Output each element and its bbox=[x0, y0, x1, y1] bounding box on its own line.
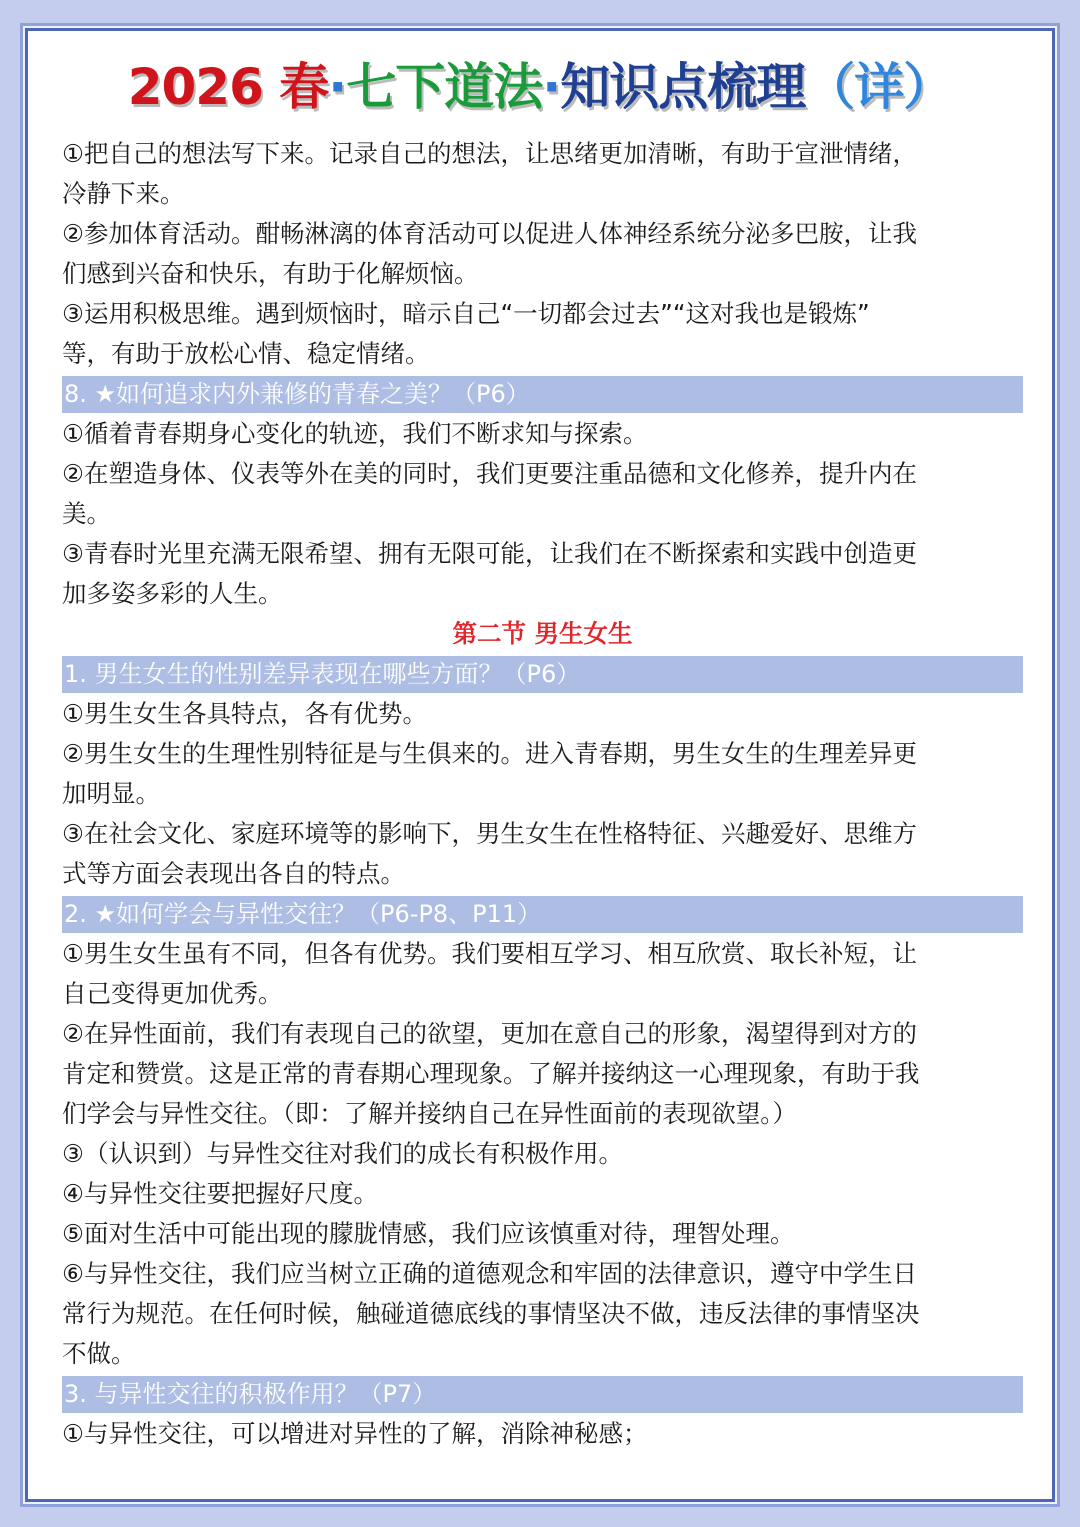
text-line: 们感到兴奋和快乐，有助于化解烦恼。 bbox=[62, 259, 479, 288]
text-line: ①男生女生虽有不同，但各有优势。我们要相互学习、相互欣赏、取长补短，让 bbox=[62, 939, 917, 968]
text-line: ①把自己的想法写下来。记录自己的想法，让思绪更加清晰，有助于宣泄情绪， bbox=[62, 139, 917, 168]
page-frame bbox=[25, 28, 1055, 1502]
text-line: ⑤面对生活中可能出现的朦胧情感，我们应该慎重对待，理智处理。 bbox=[62, 1219, 795, 1248]
text-line: ①与异性交往，可以增进对异性的了解，消除神秘感； bbox=[62, 1419, 648, 1448]
page-title bbox=[28, 55, 1052, 119]
text-line: 不做。 bbox=[62, 1339, 136, 1368]
title-topic: 知识点梳理 bbox=[560, 58, 806, 116]
notes-body bbox=[62, 134, 1023, 1454]
question-heading: 3. 与异性交往的积极作用？（P7） bbox=[62, 1376, 1023, 1413]
text-line: 加明显。 bbox=[62, 779, 160, 808]
text-line: 式等方面会表现出各自的特点。 bbox=[62, 859, 405, 888]
title-spring: 春 bbox=[279, 58, 329, 116]
text-line: 自己变得更加优秀。 bbox=[62, 979, 283, 1008]
text-line: ③在社会文化、家庭环境等的影响下，男生女生在性格特征、兴趣爱好、思维方 bbox=[62, 819, 917, 848]
text-line: ③运用积极思维。遇到烦恼时，暗示自己“一切都会过去”“这对我也是锻炼” bbox=[62, 299, 870, 328]
text-line: 美。 bbox=[62, 499, 111, 528]
question-heading: 2. ★如何学会与异性交往？（P6-P8、P11） bbox=[62, 896, 1023, 933]
section-title: 第二节 男生女生 bbox=[452, 619, 633, 648]
text-line: 等，有助于放松心情、稳定情绪。 bbox=[62, 339, 430, 368]
text-line: 肯定和赞赏。这是正常的青春期心理现象。了解并接纳这一心理现象，有助于我 bbox=[62, 1059, 920, 1088]
question-heading: 8. ★如何追求内外兼修的青春之美？（P6） bbox=[62, 376, 1023, 413]
text-line: ①男生女生各具特点，各有优势。 bbox=[62, 699, 427, 728]
text-line: 们学会与异性交往。（即：了解并接纳自己在异性面前的表现欲望。） bbox=[62, 1099, 797, 1128]
text-line: ②在异性面前，我们有表现自己的欲望，更加在意自己的形象，渴望得到对方的 bbox=[62, 1019, 917, 1048]
text-line: ④与异性交往要把握好尺度。 bbox=[62, 1179, 378, 1208]
text-line: ②参加体育活动。酣畅淋漓的体育活动可以促进人体神经系统分泌多巴胺，让我 bbox=[62, 219, 917, 248]
text-line: ⑥与异性交往，我们应当树立正确的道德观念和牢固的法律意识，遵守中学生日 bbox=[62, 1259, 917, 1288]
text-line: 加多姿多彩的人生。 bbox=[62, 579, 283, 608]
title-dot: · bbox=[542, 58, 561, 116]
text-line: 冷静下来。 bbox=[62, 179, 185, 208]
text-line: 常行为规范。在任何时候，触碰道德底线的事情坚决不做，违反法律的事情坚决 bbox=[62, 1299, 920, 1328]
title-dot: · bbox=[328, 58, 347, 116]
title-subject: 七下道法 bbox=[346, 58, 543, 116]
text-line: ②在塑造身体、仪表等外在美的同时，我们更要注重品德和文化修养，提升内在 bbox=[62, 459, 917, 488]
text-line: ①循着青春期身心变化的轨迹，我们不断求知与探索。 bbox=[62, 419, 648, 448]
text-line: ③青春时光里充满无限希望、拥有无限可能，让我们在不断探索和实践中创造更 bbox=[62, 539, 917, 568]
text-line: ②男生女生的生理性别特征是与生俱来的。进入青春期，男生女生的生理差异更 bbox=[62, 739, 917, 768]
title-year: 2026 bbox=[127, 58, 263, 116]
title-detail: （详） bbox=[805, 58, 953, 116]
question-heading: 1. 男生女生的性别差异表现在哪些方面？（P6） bbox=[62, 656, 1023, 693]
text-line: ③（认识到）与异性交往对我们的成长有积极作用。 bbox=[62, 1139, 623, 1168]
